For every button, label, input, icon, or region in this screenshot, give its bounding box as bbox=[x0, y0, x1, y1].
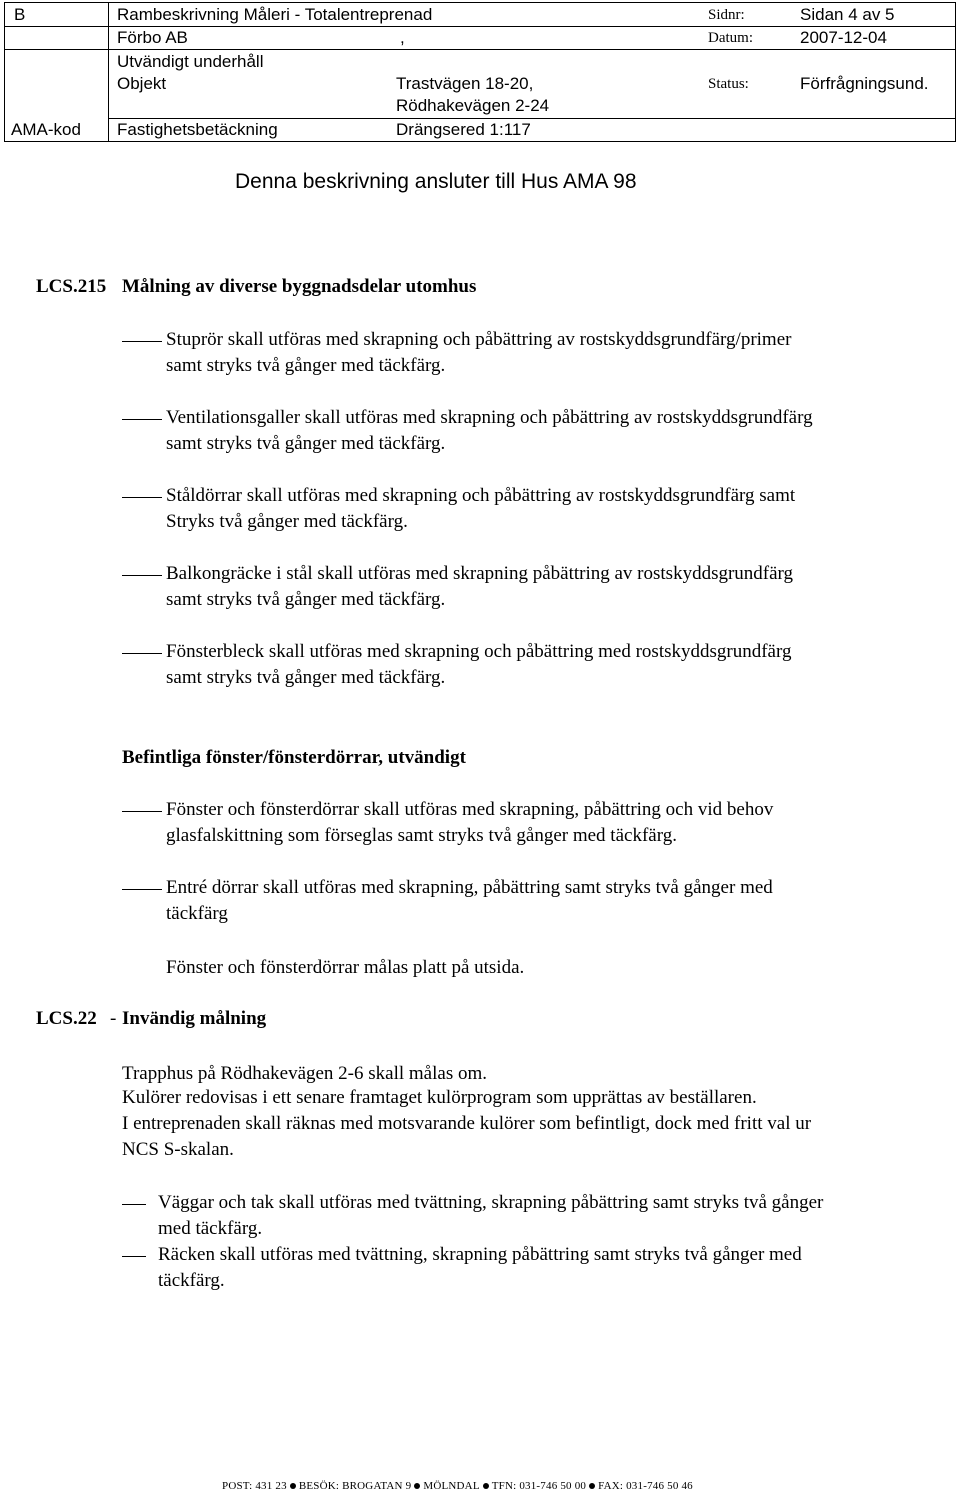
list-item-line: samt stryks två gånger med täckfärg. bbox=[166, 355, 446, 376]
list-item-line: samt stryks två gånger med täckfärg. bbox=[166, 667, 446, 688]
list-item-line: Väggar och tak skall utföras med tvättning, skrapning påbättring samt stryks två gånger bbox=[158, 1192, 824, 1213]
bullet-dot-icon bbox=[483, 1483, 489, 1489]
windows-section-title: Befintliga fönster/fönsterdörrar, utvändigt bbox=[122, 747, 466, 768]
header-rule-3 bbox=[108, 118, 956, 119]
address-line-1: Trastvägen 18-20, bbox=[396, 74, 534, 93]
footer-tfn: TFN: 031-746 50 00 bbox=[491, 1480, 587, 1492]
objekt-label: Objekt bbox=[117, 74, 167, 93]
bullet-dot-icon bbox=[414, 1483, 420, 1489]
address-line-2: Rödhakevägen 2-24 bbox=[396, 96, 550, 115]
header-rule-bottom bbox=[4, 141, 956, 142]
header-rule-2 bbox=[4, 49, 956, 50]
header-col0-b: B bbox=[14, 5, 26, 24]
footer-besok: BESÖK: BROGATAN 9 bbox=[298, 1480, 412, 1492]
footer bbox=[222, 1479, 693, 1493]
dash-bullet bbox=[122, 1256, 146, 1257]
header-vrule-col1 bbox=[108, 2, 109, 142]
dash-bullet bbox=[122, 419, 162, 420]
fastighet-label: Fastighetsbetäckning bbox=[117, 120, 278, 139]
windows-note: Fönster och fönsterdörrar målas platt på utsida. bbox=[166, 957, 525, 978]
paragraph-line: I entreprenaden skall räknas med motsvarande kulörer som befintligt, dock med fritt val ur bbox=[122, 1113, 812, 1134]
header-vrule-left bbox=[4, 2, 5, 142]
dash-bullet bbox=[122, 889, 162, 890]
datum-value: 2007-12-04 bbox=[800, 28, 887, 47]
list-item-line: Entré dörrar skall utföras med skrapning, påbättring samt stryks två gånger med bbox=[166, 877, 773, 898]
dash-bullet bbox=[122, 575, 162, 576]
bullet-dot-icon bbox=[290, 1483, 296, 1489]
dash-bullet bbox=[122, 497, 162, 498]
footer-city: MÖLNDAL bbox=[423, 1480, 480, 1492]
list-item-line: täckfärg. bbox=[158, 1270, 225, 1291]
list-item-line: täckfärg bbox=[166, 903, 228, 924]
section-22-title: Invändig målning bbox=[122, 1008, 267, 1029]
bullet-dot-icon bbox=[589, 1483, 595, 1489]
sidnr-value: Sidan 4 av 5 bbox=[800, 5, 895, 24]
client-name: Förbo AB bbox=[117, 28, 188, 47]
paragraph-line: Kulörer redovisas i ett senare framtaget kulörprogram som upprättas av beställaren. bbox=[122, 1087, 757, 1108]
dash-bullet bbox=[122, 653, 162, 654]
list-item-line: Räcken skall utföras med tvättning, skrapning påbättring samt stryks två gånger med bbox=[158, 1244, 802, 1265]
list-item-line: samt stryks två gånger med täckfärg. bbox=[166, 589, 446, 610]
sidnr-label: Sidnr: bbox=[708, 7, 745, 23]
fastighet-value: Drängsered 1:117 bbox=[396, 120, 531, 139]
intro-text: Denna beskrivning ansluter till Hus AMA 98 bbox=[235, 170, 637, 193]
ama-code-label: AMA-kod bbox=[11, 120, 81, 139]
header-rule-top bbox=[4, 2, 956, 3]
dash-bullet bbox=[122, 1204, 146, 1205]
dash-bullet bbox=[122, 811, 162, 812]
list-item-line: Fönsterbleck skall utföras med skrapning och påbättring med rostskyddsgrundfärg bbox=[166, 641, 792, 662]
section-215-title: Målning av diverse byggnadsdelar utomhus bbox=[122, 276, 477, 297]
paragraph-line: NCS S-skalan. bbox=[122, 1139, 234, 1160]
list-item-line: Ståldörrar skall utföras med skrapning och påbättring av rostskyddsgrundfärg samt bbox=[166, 485, 796, 506]
list-item-line: Stuprör skall utföras med skrapning och påbättring av rostskyddsgrundfärg/primer bbox=[166, 329, 792, 350]
client-comma: , bbox=[400, 28, 405, 47]
project-name: Utvändigt underhåll bbox=[117, 52, 264, 71]
list-item-line: Fönster och fönsterdörrar skall utföras med skrapning, påbättring och vid behov bbox=[166, 799, 774, 820]
paragraph-line: Trapphus på Rödhakevägen 2-6 skall målas om. bbox=[122, 1063, 487, 1084]
footer-fax: FAX: 031-746 50 46 bbox=[598, 1480, 693, 1492]
header-rule-1 bbox=[4, 26, 956, 27]
footer-post: POST: 431 23 bbox=[222, 1480, 287, 1492]
list-item-line: Balkongräcke i stål skall utföras med skrapning påbättring av rostskyddsgrundfärg bbox=[166, 563, 794, 584]
section-215-code: LCS.215 bbox=[36, 276, 107, 297]
section-22-code: LCS.22 bbox=[36, 1008, 97, 1029]
list-item-line: Ventilationsgaller skall utföras med skrapning och påbättring av rostskyddsgrundfärg bbox=[166, 407, 813, 428]
list-item-line: med täckfärg. bbox=[158, 1218, 263, 1239]
document-title: Rambeskrivning Måleri - Totalentreprenad bbox=[117, 5, 433, 24]
list-item-line: samt stryks två gånger med täckfärg. bbox=[166, 433, 446, 454]
list-item-line: glasfalskittning som förseglas samt stryks två gånger med täckfärg. bbox=[166, 825, 677, 846]
datum-label: Datum: bbox=[708, 30, 753, 46]
status-value: Förfrågningsund. bbox=[800, 74, 929, 93]
section-22-separator: - bbox=[110, 1008, 117, 1029]
dash-bullet bbox=[122, 341, 162, 342]
status-label: Status: bbox=[708, 76, 749, 92]
list-item-line: Stryks två gånger med täckfärg. bbox=[166, 511, 408, 532]
header-vrule-right bbox=[955, 2, 956, 142]
